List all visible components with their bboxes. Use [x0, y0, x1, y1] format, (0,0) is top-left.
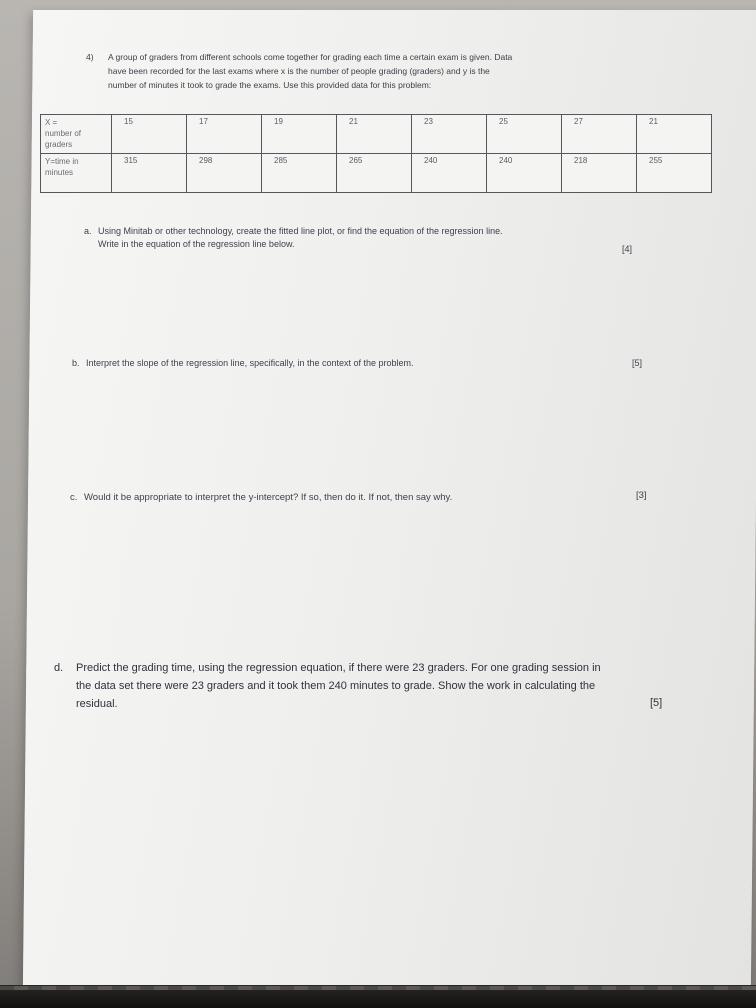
table-cell: 19	[262, 115, 337, 154]
table-cell: 21	[637, 115, 712, 154]
table-cell: 15	[112, 115, 187, 154]
data-table	[40, 114, 712, 193]
question-intro	[86, 50, 676, 92]
table-cell: 255	[637, 154, 712, 193]
row-header-x: X = number of graders	[41, 115, 112, 154]
table-row-y	[41, 154, 712, 193]
row-header-y: Y=time in minutes	[41, 154, 112, 193]
part-d-line-2: the data set there were 23 graders and it took them 240 minutes to grade. Show the work in calculating the	[76, 680, 596, 692]
part-c-letter: c.	[70, 492, 78, 503]
table-cell: 25	[487, 115, 562, 154]
desk-trim	[0, 986, 756, 990]
table-cell: 240	[487, 154, 562, 193]
part-b-letter: b.	[72, 358, 80, 368]
intro-line-1: A group of graders from different schools come together for grading each time a certain exam is given. Data	[108, 52, 513, 62]
part-d-line-3: residual.	[76, 698, 118, 710]
table-cell: 298	[187, 154, 262, 193]
intro-line-2: have been recorded for the last exams where x is the number of people grading (graders) and y is the	[108, 66, 490, 76]
part-c	[70, 491, 630, 504]
table-row-x	[41, 115, 712, 154]
table-cell: 285	[262, 154, 337, 193]
intro-line-3: number of minutes it took to grade the exams. Use this provided data for this problem:	[108, 80, 432, 90]
part-a-letter: a.	[84, 226, 92, 236]
part-d	[54, 659, 704, 713]
part-b-marks: [5]	[632, 358, 643, 368]
part-a-line-2: Write in the equation of the regression line below.	[98, 239, 295, 249]
question-number: 4)	[86, 52, 94, 62]
table-cell: 17	[187, 115, 262, 154]
part-d-letter: d.	[54, 662, 64, 674]
part-a-marks: [4]	[622, 244, 633, 254]
part-a	[84, 225, 644, 251]
part-b	[72, 357, 632, 370]
table-cell: 23	[412, 115, 487, 154]
part-a-line-1: Using Minitab or other technology, create the fitted line plot, or find the equation of the regression line.	[98, 226, 503, 236]
table-cell: 218	[562, 154, 637, 193]
table-cell: 240	[412, 154, 487, 193]
table-cell: 265	[337, 154, 412, 193]
table-cell: 315	[112, 154, 187, 193]
table-cell: 27	[562, 115, 637, 154]
part-d-line-1: Predict the grading time, using the regression equation, if there were 23 graders. For one grading session in	[76, 662, 601, 674]
table-cell: 21	[337, 115, 412, 154]
part-c-text: Would it be appropriate to interpret the y-intercept? If so, then do it. If not, then say why.	[84, 492, 453, 503]
part-d-marks: [5]	[650, 697, 663, 709]
part-b-text: Interpret the slope of the regression line, specifically, in the context of the problem.	[86, 358, 414, 368]
part-c-marks: [3]	[636, 490, 647, 501]
